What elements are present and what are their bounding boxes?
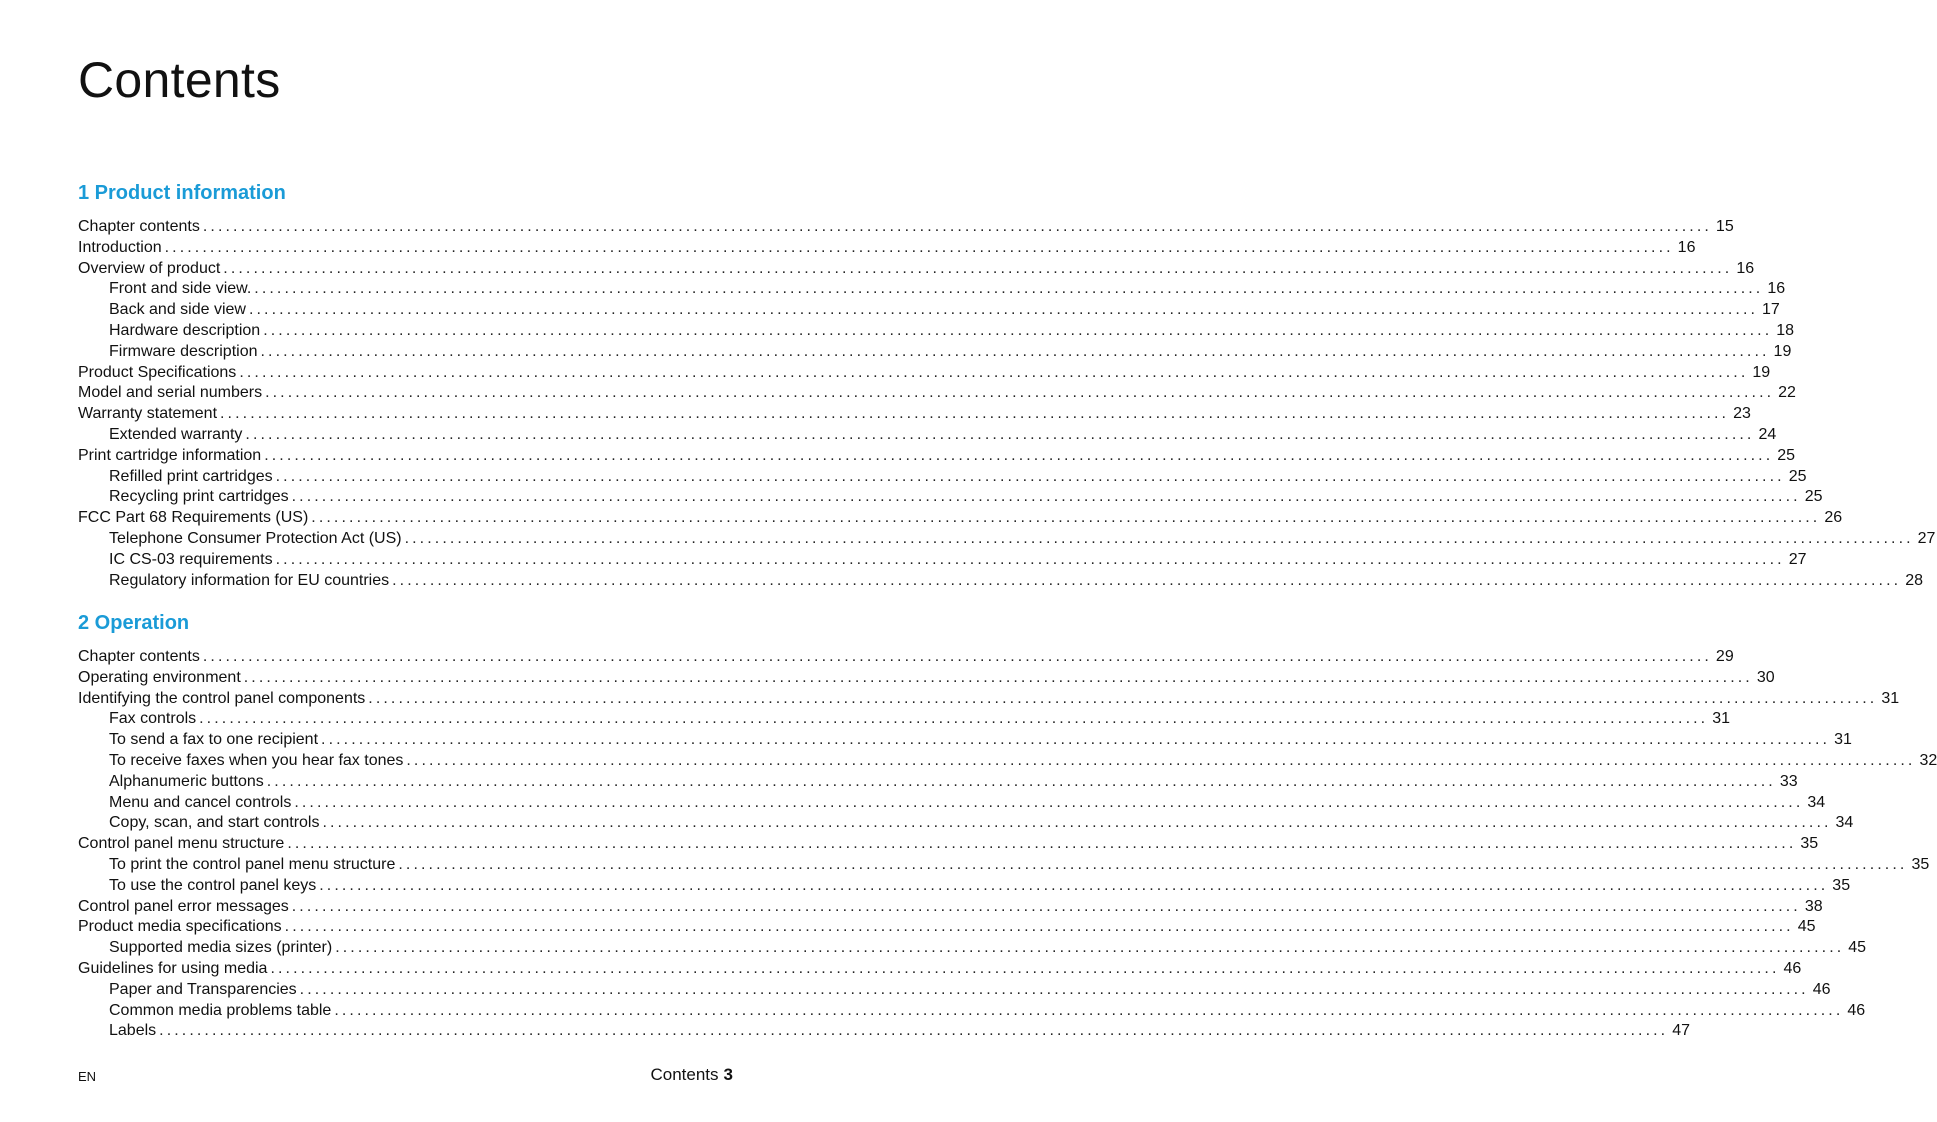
dot-leader: ........................................................................................................................................................................................................ <box>319 876 1829 894</box>
dot-leader: ........................................................................................................................................................................................................ <box>404 529 1914 547</box>
toc-entry-page[interactable]: 16 <box>1736 259 1755 277</box>
toc-entry-title[interactable]: Control panel error messages <box>78 897 289 915</box>
toc-entry-title[interactable]: IC CS-03 requirements <box>109 550 273 568</box>
toc-entry[interactable] <box>78 1021 1691 1042</box>
toc-entry-page[interactable]: 47 <box>1672 1022 1691 1040</box>
toc-entry[interactable] <box>78 404 1751 425</box>
footer-language: EN <box>78 1069 97 1084</box>
toc-entry[interactable] <box>78 425 1777 446</box>
toc-entry-page[interactable]: 19 <box>1752 363 1771 381</box>
toc-entry-page[interactable]: 46 <box>1812 980 1831 998</box>
chapter-heading-1[interactable]: 1 Product information <box>78 182 286 204</box>
toc-entry-page[interactable]: 38 <box>1804 897 1823 915</box>
toc-entry[interactable] <box>78 363 1771 384</box>
footer-page-label <box>650 1065 733 1085</box>
toc-entry-page[interactable]: 46 <box>1783 959 1802 977</box>
footer-section: Contents <box>650 1065 719 1084</box>
toc-entry[interactable] <box>78 300 1780 321</box>
dot-leader: ........................................................................................................................................................................................................ <box>334 1001 1844 1019</box>
toc-entry[interactable] <box>78 751 1937 772</box>
toc-entry-title[interactable]: Product Specifications <box>78 363 237 381</box>
dot-leader: ........................................................................................................................................................................................................ <box>265 384 1775 402</box>
toc-entry[interactable] <box>78 321 1795 342</box>
toc-entry-page[interactable]: 32 <box>1919 751 1937 769</box>
dot-leader: ........................................................................................................................................................................................................ <box>284 918 1794 936</box>
toc-entry-page[interactable]: 22 <box>1778 384 1796 402</box>
toc-entry-page[interactable]: 31 <box>1712 710 1730 728</box>
toc-entry[interactable] <box>78 487 1823 508</box>
dot-leader: ........................................................................................................................................................................................................ <box>243 668 1753 686</box>
toc-entry-title[interactable]: To use the control panel keys <box>109 876 317 894</box>
toc-entry-title[interactable]: Warranty statement <box>78 405 218 423</box>
toc-entry-title[interactable]: Chapter contents <box>78 218 200 235</box>
toc-entry[interactable] <box>78 938 1867 959</box>
dot-leader: ........................................................................................................................................................................................................ <box>322 814 1832 832</box>
toc-entry[interactable] <box>78 259 1755 280</box>
toc-entry-page[interactable]: 29 <box>1715 648 1734 665</box>
toc-entry-title[interactable]: Overview of product <box>78 259 221 277</box>
toc-entry-page[interactable]: 25 <box>1788 467 1807 485</box>
toc-entry[interactable] <box>78 813 1854 834</box>
toc-entry-title[interactable]: Supported media sizes (printer) <box>109 939 333 957</box>
toc-entry-page[interactable]: 25 <box>1804 488 1823 506</box>
toc-entry-page[interactable]: 19 <box>1773 342 1792 360</box>
toc-entry-title[interactable]: Introduction <box>78 238 162 256</box>
toc-entry-title[interactable]: Regulatory information for EU countries <box>109 571 390 589</box>
toc-entry[interactable] <box>78 897 1823 918</box>
toc-entry-title[interactable]: Fax controls <box>109 710 197 728</box>
dot-leader: ........................................................................................................................................................................................................ <box>202 648 1712 665</box>
toc-entry-title[interactable]: To print the control panel menu structure <box>109 855 396 873</box>
toc-entry-title[interactable]: Front and side view. <box>109 280 252 298</box>
toc-list-chapter-1 <box>78 217 1936 591</box>
toc-entry[interactable] <box>78 342 1792 363</box>
toc-entry[interactable] <box>78 529 1936 550</box>
toc-entry[interactable] <box>78 959 1802 980</box>
dot-leader: ........................................................................................................................................................................................................ <box>291 488 1801 506</box>
toc-entry[interactable] <box>78 217 1734 238</box>
toc-entry[interactable] <box>78 917 1816 938</box>
toc-entry-title[interactable]: Guidelines for using media <box>78 959 268 977</box>
toc-entry[interactable] <box>78 689 1900 710</box>
page-title: Contents <box>78 52 281 108</box>
dot-leader: ........................................................................................................................................................................................................ <box>254 280 1764 298</box>
toc-entry-page[interactable]: 28 <box>1905 571 1923 589</box>
toc-entry-title[interactable]: Telephone Consumer Protection Act (US) <box>109 529 402 547</box>
toc-entry-title[interactable]: Chapter contents <box>78 648 200 665</box>
dot-leader: ........................................................................................................................................................................................................ <box>164 238 1674 256</box>
footer-page-number: 3 <box>723 1065 733 1084</box>
toc-entry[interactable] <box>78 571 1923 592</box>
dot-leader: ........................................................................................................................................................................................................ <box>275 550 1785 568</box>
dot-leader: ........................................................................................................................................................................................................ <box>239 363 1749 381</box>
toc-entry-page[interactable]: 35 <box>1800 835 1819 853</box>
toc-entry-page[interactable]: 46 <box>1847 1001 1866 1019</box>
toc-entry[interactable] <box>78 772 1798 793</box>
toc-entry[interactable] <box>78 383 1796 404</box>
dot-leader: ........................................................................................................................................................................................................ <box>275 467 1785 485</box>
toc-entry[interactable] <box>78 238 1696 259</box>
dot-leader: ........................................................................................................................................................................................................ <box>260 342 1770 360</box>
toc-entry[interactable] <box>78 1001 1866 1022</box>
toc-entry-page[interactable]: 24 <box>1758 425 1777 443</box>
toc-entry[interactable] <box>78 980 1831 1001</box>
toc-entry[interactable] <box>78 467 1807 488</box>
toc-entry-page[interactable]: 31 <box>1881 689 1900 707</box>
toc-entry-page[interactable]: 27 <box>1788 550 1807 568</box>
toc-entry-page[interactable]: 18 <box>1776 321 1795 339</box>
dot-leader: ........................................................................................................................................................................................................ <box>266 772 1776 790</box>
toc-entry-title[interactable]: To receive faxes when you hear fax tones <box>109 751 404 769</box>
dot-leader: ........................................................................................................................................................................................................ <box>335 939 1845 957</box>
dot-leader: ........................................................................................................................................................................................................ <box>398 855 1908 873</box>
toc-entry-title[interactable]: Firmware description <box>109 342 258 360</box>
dot-leader: ........................................................................................................................................................................................................ <box>248 301 1759 319</box>
toc-entry[interactable] <box>78 855 1930 876</box>
toc-entry-title[interactable]: Back and side view <box>109 301 246 319</box>
toc-entry[interactable] <box>78 446 1796 467</box>
toc-entry[interactable] <box>78 668 1775 689</box>
toc-entry-title[interactable]: Product media specifications <box>78 918 282 936</box>
toc-entry-title[interactable]: Alphanumeric buttons <box>109 772 264 790</box>
toc-entry-page[interactable]: 35 <box>1832 876 1851 894</box>
dot-leader: ........................................................................................................................................................................................................ <box>270 959 1780 977</box>
toc-entry[interactable] <box>78 508 1843 529</box>
dot-leader: ........................................................................................................................................................................................................ <box>223 259 1733 277</box>
toc-entry[interactable] <box>78 730 1852 751</box>
dot-leader: ........................................................................................................................................................................................................ <box>294 793 1804 811</box>
toc-entry-page[interactable]: 17 <box>1762 301 1780 319</box>
chapter-heading-2[interactable]: 2 Operation <box>78 612 190 634</box>
toc-entry-title[interactable]: Labels <box>109 1022 157 1040</box>
dot-leader: ........................................................................................................................................................................................................ <box>368 689 1878 707</box>
dot-leader: ........................................................................................................................................................................................................ <box>321 731 1831 749</box>
toc-entry[interactable] <box>78 793 1826 814</box>
toc-entry-title[interactable]: Print cartridge information <box>78 446 262 464</box>
toc-entry[interactable] <box>78 550 1807 571</box>
toc-entry-page[interactable]: 23 <box>1733 405 1751 423</box>
dot-leader: ........................................................................................................................................................................................................ <box>287 835 1797 853</box>
dot-leader: ........................................................................................................................................................................................................ <box>220 405 1730 423</box>
dot-leader: ........................................................................................................................................................................................................ <box>311 509 1821 527</box>
toc-entry-page[interactable]: 25 <box>1777 446 1796 464</box>
toc-entry[interactable] <box>78 876 1851 897</box>
toc-entry-page[interactable]: 16 <box>1677 238 1696 256</box>
toc-entry-page[interactable]: 26 <box>1824 509 1843 527</box>
toc-entry-title[interactable]: FCC Part 68 Requirements (US) <box>78 509 309 527</box>
toc-entry-title[interactable]: Identifying the control panel components <box>78 689 366 707</box>
toc-entry-title[interactable]: Refilled print cartridges <box>109 467 273 485</box>
toc-list-chapter-2 <box>78 647 1937 1042</box>
toc-entry-page[interactable]: 45 <box>1848 939 1867 957</box>
toc-entry-title[interactable]: Extended warranty <box>109 425 243 443</box>
toc-entry-title[interactable]: Recycling print cartridges <box>109 488 289 506</box>
toc-entry-title[interactable]: Model and serial numbers <box>78 384 263 402</box>
dot-leader: ........................................................................................................................................................................................................ <box>264 446 1774 464</box>
toc-entry-page[interactable]: 16 <box>1767 280 1786 298</box>
dot-leader: ........................................................................................................................................................................................................ <box>199 710 1709 728</box>
toc-entry-page[interactable]: 30 <box>1756 668 1775 686</box>
toc-entry-page[interactable]: 31 <box>1834 731 1852 749</box>
toc-entry-title[interactable]: Menu and cancel controls <box>109 793 292 811</box>
toc-entry[interactable] <box>78 709 1730 730</box>
toc-entry-page[interactable]: 27 <box>1917 529 1936 547</box>
toc-entry-title[interactable]: Copy, scan, and start controls <box>109 814 320 832</box>
dot-leader: ........................................................................................................................................................................................................ <box>159 1022 1669 1040</box>
toc-entry-title[interactable]: Control panel menu structure <box>78 835 285 853</box>
toc-entry-page[interactable]: 34 <box>1835 814 1854 832</box>
toc-entry[interactable] <box>78 279 1786 300</box>
toc-entry-title[interactable]: Paper and Transparencies <box>109 980 297 998</box>
toc-entry-page[interactable]: 15 <box>1715 218 1734 235</box>
dot-leader: ........................................................................................................................................................................................................ <box>392 571 1902 589</box>
toc-entry-page[interactable]: 45 <box>1797 918 1816 936</box>
dot-leader: ........................................................................................................................................................................................................ <box>245 425 1755 443</box>
dot-leader: ........................................................................................................................................................................................................ <box>299 980 1809 998</box>
toc-entry-page[interactable]: 33 <box>1779 772 1798 790</box>
toc-entry-page[interactable]: 35 <box>1911 855 1930 873</box>
dot-leader: ........................................................................................................................................................................................................ <box>263 321 1773 339</box>
toc-entry-title[interactable]: To send a fax to one recipient <box>109 731 319 749</box>
toc-entry-title[interactable]: Hardware description <box>109 321 261 339</box>
dot-leader: ........................................................................................................................................................................................................ <box>291 897 1801 915</box>
dot-leader: ........................................................................................................................................................................................................ <box>202 218 1712 235</box>
toc-entry-page[interactable]: 34 <box>1807 793 1826 811</box>
toc-entry[interactable] <box>78 834 1819 855</box>
dot-leader: ........................................................................................................................................................................................................ <box>406 751 1916 769</box>
toc-entry-title[interactable]: Common media problems table <box>109 1001 332 1019</box>
toc-entry[interactable] <box>78 647 1734 668</box>
toc-entry-title[interactable]: Operating environment <box>78 668 241 686</box>
